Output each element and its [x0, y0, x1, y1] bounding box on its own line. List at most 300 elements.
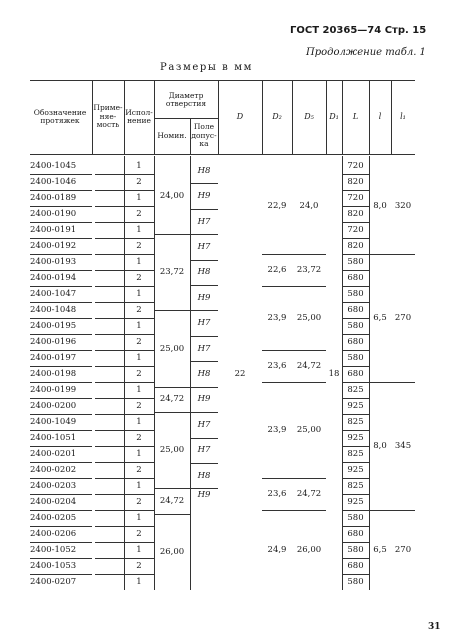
row-rule	[124, 382, 154, 383]
row-rule	[30, 334, 92, 335]
header-column-rule	[124, 80, 125, 154]
row-rule	[342, 334, 369, 335]
col-header-designation: Обозначение протяжек	[33, 107, 87, 125]
designation-cell: 2400-0200	[30, 401, 77, 411]
length-L-cell: 580	[347, 289, 364, 299]
header-column-rule	[292, 80, 293, 154]
D-group-cell: 22	[234, 369, 246, 379]
row-rule	[124, 190, 154, 191]
designation-cell: 2400-0193	[30, 257, 77, 267]
row-rule	[30, 494, 92, 495]
row-rule	[342, 270, 369, 271]
col-header-D: D	[236, 111, 244, 121]
header-column-rule	[342, 80, 343, 154]
D2-group-rule	[262, 350, 292, 351]
D2-group-rule	[262, 478, 292, 479]
D2-group-cell: 23,9	[267, 425, 287, 435]
D1-group-cell: 18	[328, 369, 340, 379]
length-L-cell: 580	[347, 353, 364, 363]
row-rule	[124, 558, 154, 559]
nominal-group-cell: 24,72	[159, 394, 185, 405]
tolerance-group-cell: H9	[197, 191, 211, 202]
D5-group-rule	[292, 254, 326, 255]
col-header-nominal: Номин.	[157, 130, 187, 140]
row-rule	[30, 286, 92, 287]
execution-cell: 1	[136, 225, 142, 235]
col-header-applicability: Приме- няе- мость	[93, 103, 123, 130]
row-rule	[95, 302, 124, 303]
length-L-cell: 580	[347, 545, 364, 555]
row-rule	[124, 286, 154, 287]
row-rule	[95, 542, 124, 543]
row-rule	[124, 254, 154, 255]
col-header-L: L	[352, 111, 359, 121]
execution-cell: 2	[136, 529, 142, 539]
nominal-group-rule	[154, 514, 190, 515]
row-rule	[342, 430, 369, 431]
designation-cell: 2400-0206	[30, 529, 77, 539]
row-rule	[342, 398, 369, 399]
length-L-cell: 925	[347, 497, 364, 507]
nominal-group-cell: 23,72	[159, 267, 185, 278]
row-rule	[124, 510, 154, 511]
row-rule	[124, 222, 154, 223]
designation-cell: 2400-1048	[30, 305, 77, 315]
row-rule	[30, 430, 92, 431]
length-L-cell: 580	[347, 577, 364, 587]
row-rule	[30, 526, 92, 527]
nominal-group-rule	[154, 412, 190, 413]
D2-group-cell: 22,9	[267, 201, 287, 211]
row-rule	[342, 286, 369, 287]
l-group-rule	[369, 382, 391, 383]
row-rule	[95, 174, 124, 175]
row-rule	[124, 366, 154, 367]
l1-group-rule	[391, 254, 415, 255]
header-column-rule	[154, 80, 155, 154]
row-rule	[124, 446, 154, 447]
execution-cell: 2	[136, 401, 142, 411]
tolerance-group-rule	[190, 183, 218, 184]
row-rule	[30, 398, 92, 399]
row-rule	[124, 494, 154, 495]
row-rule	[95, 382, 124, 383]
length-L-cell: 825	[347, 449, 364, 459]
row-rule	[95, 574, 124, 575]
execution-cell: 1	[136, 321, 142, 331]
row-rule	[95, 398, 124, 399]
row-rule	[30, 510, 92, 511]
row-rule	[124, 574, 154, 575]
row-rule	[342, 542, 369, 543]
row-rule	[124, 526, 154, 527]
length-L-cell: 720	[347, 161, 364, 171]
execution-cell: 1	[136, 481, 142, 491]
col-header-tolerance-field: Поле допус- ка	[191, 122, 217, 149]
row-rule	[124, 542, 154, 543]
row-rule	[30, 414, 92, 415]
nominal-group-cell: 24,00	[159, 191, 185, 202]
execution-cell: 2	[136, 209, 142, 219]
execution-cell: 2	[136, 305, 142, 315]
tolerance-group-cell: H7	[197, 318, 211, 329]
col-header-D2: D₂	[272, 111, 282, 121]
l-group-rule	[369, 510, 391, 511]
designation-cell: 2400-0201	[30, 449, 77, 459]
row-rule	[342, 510, 369, 511]
row-rule	[95, 318, 124, 319]
length-L-cell: 820	[347, 209, 364, 219]
table-top-rule	[30, 80, 415, 81]
D5-group-cell: 25,00	[296, 425, 322, 435]
tolerance-group-rule	[190, 310, 218, 311]
D5-group-cell: 24,72	[296, 361, 322, 371]
tolerance-group-rule	[190, 209, 218, 210]
execution-cell: 1	[136, 417, 142, 427]
row-rule	[30, 382, 92, 383]
dimensions-caption: Размеры в мм	[160, 62, 253, 73]
row-rule	[95, 430, 124, 431]
tolerance-group-cell: H9	[197, 292, 211, 303]
row-rule	[95, 446, 124, 447]
row-rule	[95, 286, 124, 287]
nominal-group-rule	[154, 310, 190, 311]
execution-cell: 1	[136, 193, 142, 203]
row-rule	[30, 558, 92, 559]
body-column-rule	[190, 156, 191, 590]
row-rule	[342, 350, 369, 351]
designation-cell: 2400-0194	[30, 273, 77, 283]
header-column-rule	[369, 80, 370, 154]
length-L-cell: 720	[347, 225, 364, 235]
header-column-rule	[262, 80, 263, 154]
header-column-rule	[326, 80, 327, 154]
tolerance-group-cell: H9	[197, 394, 211, 405]
D2-group-rule	[262, 510, 292, 511]
tolerance-group-rule	[190, 412, 218, 413]
designation-cell: 2400-0197	[30, 353, 77, 363]
l1-group-cell: 345	[394, 441, 412, 451]
l-group-cell: 8,0	[373, 201, 387, 211]
row-rule	[95, 254, 124, 255]
tolerance-group-cell: H7	[197, 216, 211, 227]
designation-cell: 2400-1047	[30, 289, 77, 299]
tolerance-group-rule	[190, 488, 218, 489]
designation-cell: 2400-0191	[30, 225, 77, 235]
l-group-cell: 6,5	[373, 545, 387, 555]
row-rule	[124, 430, 154, 431]
designation-cell: 2400-0204	[30, 497, 77, 507]
designation-cell: 2400-1053	[30, 561, 77, 571]
execution-cell: 1	[136, 385, 142, 395]
row-rule	[30, 222, 92, 223]
execution-cell: 2	[136, 337, 142, 347]
designation-cell: 2400-1045	[30, 161, 77, 171]
tolerance-group-cell: H7	[197, 343, 211, 354]
length-L-cell: 580	[347, 321, 364, 331]
D2-group-cell: 24,9	[267, 545, 287, 555]
length-L-cell: 825	[347, 385, 364, 395]
designation-cell: 2400-1049	[30, 417, 77, 427]
row-rule	[95, 478, 124, 479]
row-rule	[30, 190, 92, 191]
row-rule	[30, 318, 92, 319]
execution-cell: 1	[136, 353, 142, 363]
table-continuation-label: Продолжение табл. 1	[306, 47, 426, 58]
row-rule	[95, 350, 124, 351]
D5-group-rule	[292, 382, 326, 383]
nominal-group-rule	[154, 234, 190, 235]
row-rule	[30, 174, 92, 175]
nominal-group-cell: 25,00	[159, 445, 185, 456]
col-header-D1: D₁	[329, 111, 339, 121]
row-rule	[95, 238, 124, 239]
row-rule	[342, 222, 369, 223]
nominal-group-cell: 25,00	[159, 343, 185, 354]
designation-cell: 2400-0192	[30, 241, 77, 251]
row-rule	[30, 206, 92, 207]
tolerance-group-rule	[190, 361, 218, 362]
row-rule	[30, 270, 92, 271]
row-rule	[30, 446, 92, 447]
row-rule	[30, 350, 92, 351]
row-rule	[95, 558, 124, 559]
broach-dimensions-table	[30, 80, 415, 598]
length-L-cell: 925	[347, 401, 364, 411]
D5-group-rule	[292, 478, 326, 479]
row-rule	[342, 206, 369, 207]
col-header-hole-diameter: Диаметр отверстия	[165, 90, 207, 108]
row-rule	[95, 334, 124, 335]
row-rule	[124, 270, 154, 271]
tolerance-group-cell: H8	[197, 165, 211, 176]
col-header-l: l	[378, 111, 382, 121]
l1-group-cell: 270	[394, 313, 412, 323]
row-rule	[342, 190, 369, 191]
col-header-execution: Испол- нение	[125, 107, 153, 125]
D2-group-rule	[262, 382, 292, 383]
row-rule	[30, 302, 92, 303]
header-column-rule	[190, 118, 191, 154]
designation-cell: 2400-1051	[30, 433, 77, 443]
execution-cell: 1	[136, 449, 142, 459]
tolerance-group-cell: H7	[197, 241, 211, 252]
col-header-D5: D₅	[304, 111, 314, 121]
l-group-rule	[369, 254, 391, 255]
designation-cell: 2400-0198	[30, 369, 77, 379]
row-rule	[124, 174, 154, 175]
nominal-group-cell: 26,00	[159, 546, 185, 557]
row-rule	[95, 526, 124, 527]
row-rule	[95, 222, 124, 223]
length-L-cell: 680	[347, 337, 364, 347]
header-column-rule	[391, 80, 392, 154]
tolerance-group-cell: H8	[197, 470, 211, 481]
document-header: ГОСТ 20365—74 Стр. 15	[290, 25, 427, 36]
tolerance-group-cell: H8	[197, 368, 211, 379]
D5-group-cell: 23,72	[296, 265, 322, 275]
row-rule	[124, 318, 154, 319]
row-rule	[95, 206, 124, 207]
l1-group-cell: 320	[394, 201, 412, 211]
row-rule	[342, 526, 369, 527]
designation-cell: 2400-0199	[30, 385, 77, 395]
D2-group-cell: 23,6	[267, 361, 287, 371]
tolerance-group-rule	[190, 260, 218, 261]
row-rule	[124, 462, 154, 463]
execution-cell: 2	[136, 465, 142, 475]
designation-cell: 2400-1046	[30, 177, 77, 187]
row-rule	[30, 542, 92, 543]
row-rule	[95, 190, 124, 191]
row-rule	[342, 238, 369, 239]
designation-cell: 2400-0189	[30, 193, 77, 203]
designation-cell: 2400-0203	[30, 481, 77, 491]
designation-cell: 2400-0205	[30, 513, 77, 523]
length-L-cell: 925	[347, 433, 364, 443]
D2-group-cell: 22,6	[267, 265, 287, 275]
nominal-group-cell: 24,72	[159, 496, 185, 507]
D5-group-rule	[292, 510, 326, 511]
row-rule	[95, 366, 124, 367]
l1-group-cell: 270	[394, 545, 412, 555]
row-rule	[342, 462, 369, 463]
nominal-group-rule	[154, 387, 190, 388]
D2-group-rule	[262, 254, 292, 255]
length-L-cell: 680	[347, 561, 364, 571]
row-rule	[342, 366, 369, 367]
row-rule	[342, 558, 369, 559]
row-rule	[95, 414, 124, 415]
execution-cell: 1	[136, 289, 142, 299]
row-rule	[30, 478, 92, 479]
l1-group-rule	[391, 510, 415, 511]
length-L-cell: 680	[347, 529, 364, 539]
header-bottom-rule	[30, 154, 415, 155]
row-rule	[124, 398, 154, 399]
tolerance-group-rule	[190, 463, 218, 464]
D5-group-cell: 25,00	[296, 313, 322, 323]
row-rule	[342, 478, 369, 479]
row-rule	[124, 414, 154, 415]
designation-cell: 2400-0202	[30, 465, 77, 475]
row-rule	[124, 334, 154, 335]
execution-cell: 2	[136, 241, 142, 251]
designation-cell: 2400-0195	[30, 321, 77, 331]
tolerance-group-cell: H7	[197, 445, 211, 456]
D2-group-cell: 23,6	[267, 489, 287, 499]
hole-diameter-subrule	[154, 118, 218, 119]
length-L-cell: 680	[347, 369, 364, 379]
tolerance-group-rule	[190, 234, 218, 235]
designation-cell: 2400-0190	[30, 209, 77, 219]
length-L-cell: 720	[347, 193, 364, 203]
row-rule	[342, 302, 369, 303]
D2-group-rule	[262, 286, 292, 287]
length-L-cell: 925	[347, 465, 364, 475]
execution-cell: 2	[136, 369, 142, 379]
row-rule	[95, 510, 124, 511]
row-rule	[342, 446, 369, 447]
tolerance-group-rule	[190, 285, 218, 286]
row-rule	[95, 462, 124, 463]
length-L-cell: 580	[347, 257, 364, 267]
D5-group-rule	[292, 286, 326, 287]
length-L-cell: 825	[347, 481, 364, 491]
length-L-cell: 680	[347, 273, 364, 283]
row-rule	[124, 302, 154, 303]
row-rule	[95, 494, 124, 495]
length-L-cell: 580	[347, 513, 364, 523]
row-rule	[342, 414, 369, 415]
tolerance-group-cell: H8	[197, 267, 211, 278]
row-rule	[342, 494, 369, 495]
length-L-cell: 820	[347, 241, 364, 251]
row-rule	[342, 574, 369, 575]
row-rule	[342, 382, 369, 383]
row-rule	[124, 478, 154, 479]
l-group-cell: 8,0	[373, 441, 387, 451]
execution-cell: 1	[136, 161, 142, 171]
execution-cell: 2	[136, 497, 142, 507]
row-rule	[30, 238, 92, 239]
D5-group-cell: 26,00	[296, 545, 322, 555]
l-group-cell: 6,5	[373, 313, 387, 323]
row-rule	[342, 318, 369, 319]
row-rule	[342, 254, 369, 255]
execution-cell: 2	[136, 177, 142, 187]
execution-cell: 2	[136, 433, 142, 443]
row-rule	[30, 254, 92, 255]
page-number: 31	[428, 622, 441, 632]
length-L-cell: 820	[347, 177, 364, 187]
row-rule	[124, 206, 154, 207]
execution-cell: 1	[136, 257, 142, 267]
designation-cell: 2400-0196	[30, 337, 77, 347]
tolerance-group-rule	[190, 336, 218, 337]
D5-group-rule	[292, 350, 326, 351]
execution-cell: 1	[136, 577, 142, 587]
tolerance-group-rule	[190, 438, 218, 439]
row-rule	[124, 350, 154, 351]
row-rule	[95, 270, 124, 271]
execution-cell: 1	[136, 545, 142, 555]
header-column-rule	[218, 80, 219, 154]
execution-cell: 2	[136, 273, 142, 283]
tolerance-group-rule	[190, 387, 218, 388]
l1-group-rule	[391, 382, 415, 383]
row-rule	[30, 462, 92, 463]
tolerance-group-cell: H7	[197, 419, 211, 430]
col-header-l1: l₁	[400, 111, 406, 121]
D2-group-cell: 23,9	[267, 313, 287, 323]
designation-cell: 2400-0207	[30, 577, 77, 587]
D5-group-cell: 24,0	[299, 201, 319, 211]
D5-group-cell: 24,72	[296, 489, 322, 499]
designation-cell: 2400-1052	[30, 545, 77, 555]
length-L-cell: 825	[347, 417, 364, 427]
row-rule	[124, 238, 154, 239]
row-rule	[30, 366, 92, 367]
execution-cell: 2	[136, 561, 142, 571]
row-rule	[30, 574, 92, 575]
nominal-group-rule	[154, 488, 190, 489]
header-column-rule	[92, 80, 93, 154]
tolerance-group-cell: H9	[197, 489, 211, 500]
row-rule	[342, 174, 369, 175]
length-L-cell: 680	[347, 305, 364, 315]
execution-cell: 1	[136, 513, 142, 523]
